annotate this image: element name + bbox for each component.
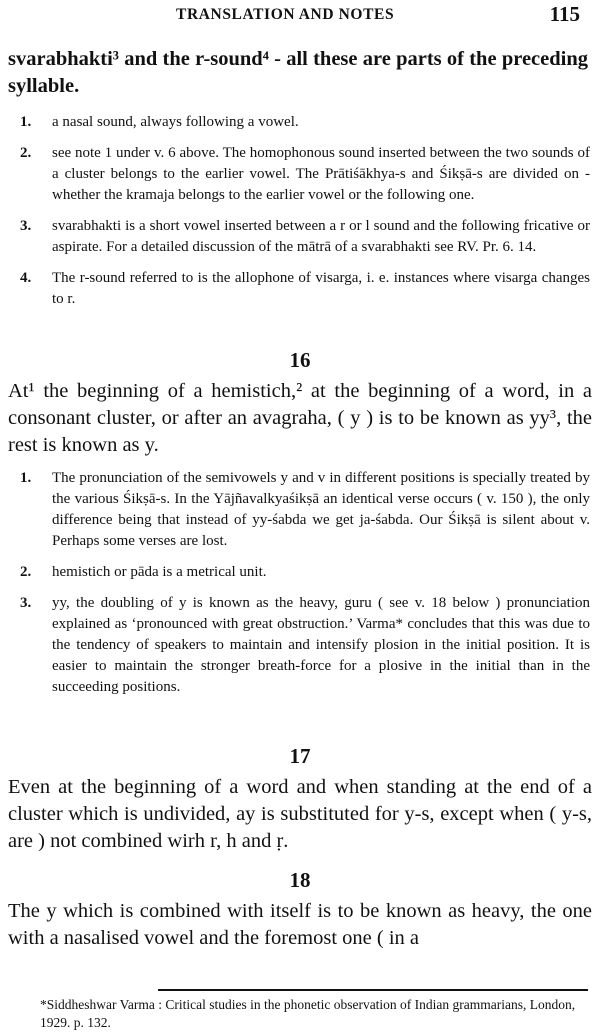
note-item bbox=[20, 562, 590, 583]
footnote: *Siddheshwar Varma : Critical studies in the phonetic observation of Indian grammarians, London, 1929. p. 132. bbox=[40, 997, 576, 1030]
note-item bbox=[20, 268, 590, 310]
note-number: 3. bbox=[20, 218, 32, 234]
note-text: svarabhakti is a short vowel inserted between a r or l sound and the following fricative or aspirate. For a detailed discussion of the mātrā of a svarabhakti see RV. Pr. 6. 14. bbox=[52, 218, 590, 255]
note-item bbox=[20, 143, 590, 206]
verse-18: The y which is combined with itself is to be known as heavy, the one with a nasalised vowel and the foremost one ( in a bbox=[8, 900, 592, 949]
note-number: 4. bbox=[20, 270, 32, 286]
note-text: a nasal sound, always following a vowel. bbox=[52, 114, 299, 130]
verse-heading-18: 18 bbox=[289, 868, 311, 892]
lead-paragraph: svarabhakti³ and the r-sound⁴ - all these are parts of the preceding syllable. bbox=[8, 48, 588, 97]
note-text: see note 1 under v. 6 above. The homophonous sound inserted between the two sounds of a cluster belongs to the earlier vowel. The Prātiśākhya-s and Śikṣā-s are divided on - whether the kramaja belongs to the earlier vowel or the following one. bbox=[52, 145, 590, 203]
notes-list-15 bbox=[20, 112, 590, 320]
notes-list-16 bbox=[20, 468, 590, 708]
note-number: 2. bbox=[20, 145, 32, 161]
footnote-divider bbox=[158, 989, 588, 991]
note-number: 1. bbox=[20, 114, 32, 130]
note-text: The pronunciation of the semivowels y and v in different positions is specially treated by the various Śikṣā-s. In the Yājñavalkyaśikṣā an identical verse occurs ( v. 150 ), the only difference being that instead of yy-śabda we get ja-śabda. Our Śikṣā is silent about v. Perhaps some verses are lost. bbox=[52, 470, 590, 549]
page-number: 115 bbox=[549, 2, 580, 26]
note-item bbox=[20, 112, 590, 133]
note-text: hemistich or pāda is a metrical unit. bbox=[52, 564, 267, 580]
note-number: 2. bbox=[20, 564, 32, 580]
verse-17: Even at the beginning of a word and when standing at the end of a cluster which is undivided, ay is substituted for y-s, except when ( y-s, are ) not combined wirh r, h and ṛ. bbox=[8, 776, 592, 852]
note-item bbox=[20, 216, 590, 258]
verse-16: At¹ the beginning of a hemistich,² at the beginning of a word, in a consonant cluster, or after an avagraha, ( y ) is to be known as yy³, the rest is known as y. bbox=[8, 380, 592, 456]
note-text: yy, the doubling of y is known as the heavy, guru ( see v. 18 below ) pronunciation explained as ‘pronounced with great obstruction.’ Varma* concludes that this was due to the tendency of speakers to maintain and intensify plosion in the initial position. It is easier to maintain the stronger breath-force for a plosive in the initial than in the succeeding positions. bbox=[52, 595, 590, 695]
note-item bbox=[20, 468, 590, 552]
note-item bbox=[20, 593, 590, 698]
note-number: 3. bbox=[20, 595, 32, 611]
running-title: TRANSLATION AND NOTES bbox=[176, 6, 395, 23]
page-header bbox=[0, 4, 600, 30]
verse-heading-16: 16 bbox=[289, 348, 311, 372]
note-number: 1. bbox=[20, 470, 32, 486]
note-text: The r-sound referred to is the allophone of visarga, i. e. instances where visarga changes to r. bbox=[52, 270, 590, 307]
verse-heading-17: 17 bbox=[289, 744, 311, 768]
